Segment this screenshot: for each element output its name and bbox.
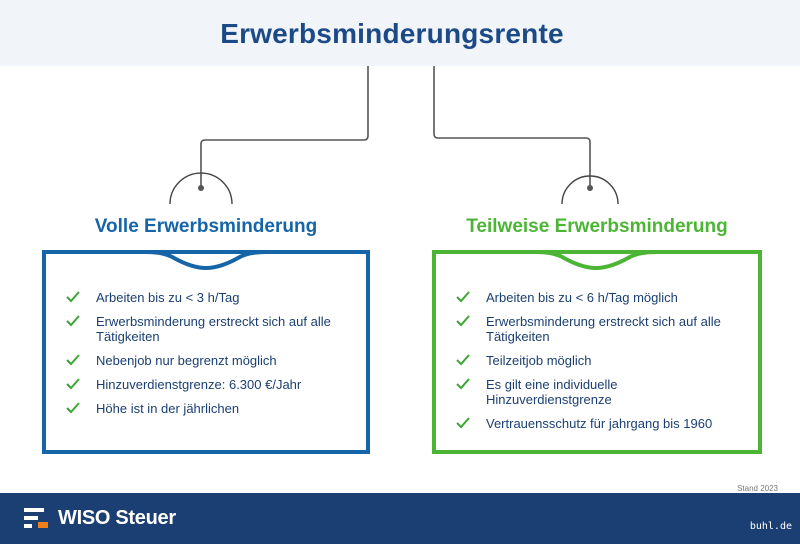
check-icon — [66, 291, 80, 303]
list-item-text: Teilzeitjob möglich — [486, 353, 592, 368]
right-connector — [434, 66, 590, 188]
list-item — [454, 416, 742, 431]
list-item-text: Nebenjob nur begrenzt möglich — [96, 353, 277, 368]
list-item-text: Arbeiten bis zu < 3 h/Tag — [96, 290, 240, 305]
check-icon — [456, 417, 470, 429]
list-item — [64, 401, 350, 416]
list-item-text: Höhe ist in der jährlichen — [96, 401, 240, 416]
right-node — [587, 185, 593, 191]
list-partial — [454, 290, 742, 440]
list-item — [64, 290, 350, 305]
check-icon — [66, 354, 80, 366]
list-item — [454, 353, 742, 368]
list-item-text: Erwerbsminderung erstreckt sich auf alle Tätigkeiten — [486, 314, 721, 344]
check-icon — [456, 354, 470, 366]
list-item — [64, 377, 350, 392]
left-connector — [201, 66, 368, 188]
page-title: Erwerbsminderungsrente — [220, 18, 564, 49]
list-item — [64, 353, 350, 368]
section-title-partial: Teilweise Erwerbsminderung — [466, 216, 728, 237]
stand-date: Stand 2023 — [737, 484, 778, 493]
left-node — [198, 185, 204, 191]
check-icon — [456, 378, 470, 390]
list-item — [454, 290, 742, 305]
list-item — [454, 377, 742, 407]
brand-name: WISO Steuer — [58, 507, 176, 529]
check-icon — [456, 315, 470, 327]
list-item-text: Erwerbsminderung erstreckt sich auf alle Tätigkeiten — [96, 314, 331, 344]
card-partial-disability — [432, 250, 762, 454]
watermark: buhl.de — [749, 521, 792, 532]
card-notch-left — [146, 250, 266, 270]
list-item-text: Hinzuverdienstgrenze: 6.300 €/Jahr — [96, 377, 302, 392]
list-item — [64, 314, 350, 344]
section-title-full: Volle Erwerbsminderung — [94, 216, 318, 237]
list-item-text: Arbeiten bis zu < 6 h/Tag möglich — [486, 290, 678, 305]
footer-bar — [0, 493, 800, 544]
wiso-logo-icon — [24, 506, 52, 530]
card-notch-right — [536, 250, 656, 270]
check-icon — [66, 402, 80, 414]
list-full — [64, 290, 350, 425]
list-item-text: Es gilt eine individuelle Hinzuverdienstgrenze — [486, 377, 618, 407]
list-item — [454, 314, 742, 344]
check-icon — [66, 315, 80, 327]
check-icon — [456, 291, 470, 303]
card-full-disability — [42, 250, 370, 454]
check-icon — [66, 378, 80, 390]
list-item-text: Vertrauensschutz für jahrgang bis 1960 — [486, 416, 713, 431]
